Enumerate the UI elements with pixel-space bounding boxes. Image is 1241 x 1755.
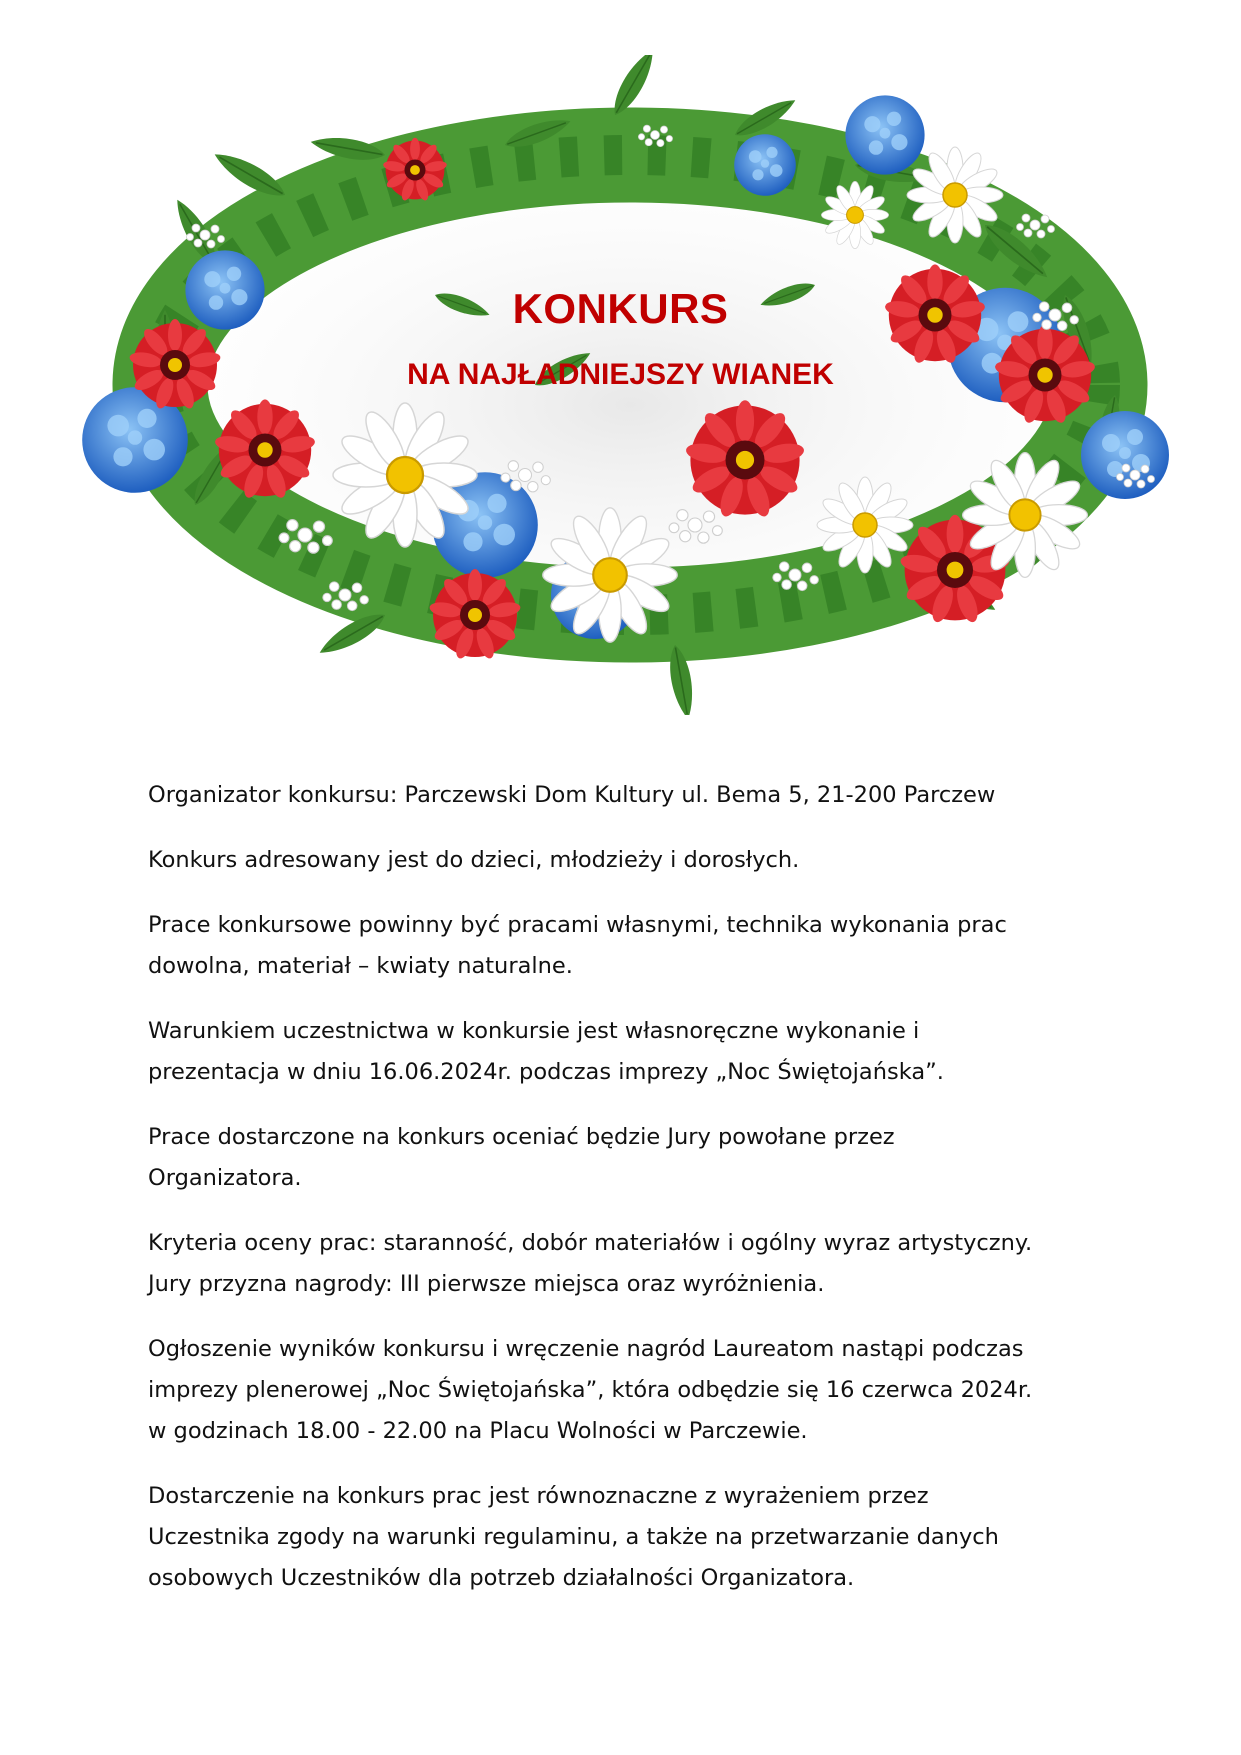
regulations-text xyxy=(148,775,1108,1623)
poster-title: KONKURS xyxy=(512,285,729,332)
paragraph-criteria: Kryteria oceny prac: staranność, dobór materiałów i ogólny wyraz artystyczny. Jury przyzna nagrody: III pierwsze miejsca oraz wyróżnienia. xyxy=(148,1230,1033,1297)
poster-subtitle: NA NAJŁADNIEJSZY WIANEK xyxy=(407,358,834,391)
paragraph-organizer: Organizator konkursu: Parczewski Dom Kultury ul. Bema 5, 21-200 Parczew xyxy=(148,782,996,808)
paragraph-consent: Dostarczenie na konkurs prac jest równoznaczne z wyrażeniem przez Uczestnika zgody na warunki regulaminu, a także na przetwarzanie danych osobowych Uczestników dla potrzeb działalności Organizatora. xyxy=(148,1483,999,1591)
paragraph-works: Prace konkursowe powinny być pracami własnymi, technika wykonania prac dowolna, materiał – kwiaty naturalne. xyxy=(148,912,1007,979)
paragraph-audience: Konkurs adresowany jest do dzieci, młodzieży i dorosłych. xyxy=(148,847,800,873)
paragraph-jury: Prace dostarczone na konkurs oceniać będzie Jury powołane przez Organizatora. xyxy=(148,1124,895,1191)
paragraph-results: Ogłoszenie wyników konkursu i wręczenie nagród Laureatom nastąpi podczas imprezy plenerowej „Noc Świętojańska”, która odbędzie się 16 czerwca 2024r. w godzinach 18.00 - 22.00 na Placu Wolności w Parczewie. xyxy=(148,1336,1033,1444)
paragraph-participation: Warunkiem uczestnictwa w konkursie jest własnoręczne wykonanie i prezentacja w dniu 16.06.2024r. podczas imprezy „Noc Świętojańska”. xyxy=(148,1018,944,1085)
